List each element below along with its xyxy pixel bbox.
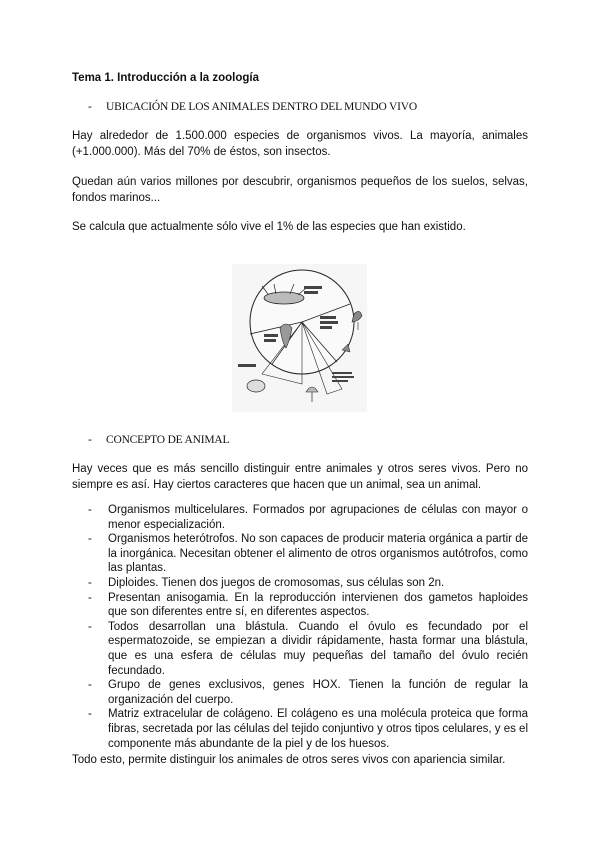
species-pie-diagram-icon bbox=[232, 264, 367, 412]
page-title: Tema 1. Introducción a la zoología bbox=[72, 72, 260, 84]
list-item: - Diploides. Tienen dos juegos de cromosomas, sus células son 2n. bbox=[88, 576, 445, 589]
list-item: - Organismos multicelulares. Formados por agrupaciones de células con mayor o menor especialización. bbox=[88, 504, 528, 531]
animal-characteristics-list bbox=[88, 503, 528, 751]
paragraph-intro-animal: Hay veces que es más sencillo distinguir entre animales y otros seres vivos. Pero no siempre es así. Hay ciertos caracteres que hacen que un animal, sea un animal. bbox=[72, 463, 528, 491]
paragraph-por-descubrir: Quedan aún varios millones por descubrir, organismos pequeños de los suelos, selvas, fondos marinos... bbox=[72, 176, 528, 204]
section-heading-text: UBICACIÓN DE LOS ANIMALES DENTRO DEL MUNDO VIVO bbox=[106, 101, 417, 113]
section-heading-concepto bbox=[88, 434, 229, 446]
list-item: - Organismos heterótrofos. No son capaces de producir materia orgánica a partir de la inorgánica. Necesitan obtener el alimento de otros organismos autótrofos, como las plantas. bbox=[88, 533, 528, 575]
list-item: - Matriz extracelular de colágeno. El colágeno es una molécula proteica que forma fibras, secretada por las células del tejido conjuntivo y otros tipos celulares, y es el componente más abundante de la piel y de los huesos. bbox=[88, 708, 528, 750]
list-item: - Todos desarrollan una blástula. Cuando el óvulo es fecundado por el espermatozoide, se empiezan a dividir rápidamente, hasta formar una blástula, que es una esfera de células muy pequeñas del tamaño del óvulo recién fecundado. bbox=[88, 620, 528, 677]
list-item: - Presentan anisogamia. En la reproducción intervienen dos gametos haploides que son diferentes entre sí, en diferentes aspectos. bbox=[88, 591, 528, 619]
section-heading-ubicacion bbox=[88, 101, 417, 113]
paragraph-conclusion: Todo esto, permite distinguir los animales de otros seres vivos con apariencia similar. bbox=[72, 754, 506, 766]
section-heading-text: CONCEPTO DE ANIMAL bbox=[106, 434, 230, 446]
paragraph-especies: Hay alrededor de 1.500.000 especies de organismos vivos. La mayoría, animales (+1.000.000). Más del 70% de éstos, son insectos. bbox=[72, 130, 528, 158]
section-bullet: - bbox=[88, 101, 92, 113]
paragraph-porcentaje: Se calcula que actualmente sólo vive el 1% de las especies que han existido. bbox=[72, 221, 466, 233]
section-bullet: - bbox=[88, 434, 92, 446]
list-item: - Grupo de genes exclusivos, genes HOX. Tienen la función de regular la organización del cuerpo. bbox=[88, 679, 528, 706]
